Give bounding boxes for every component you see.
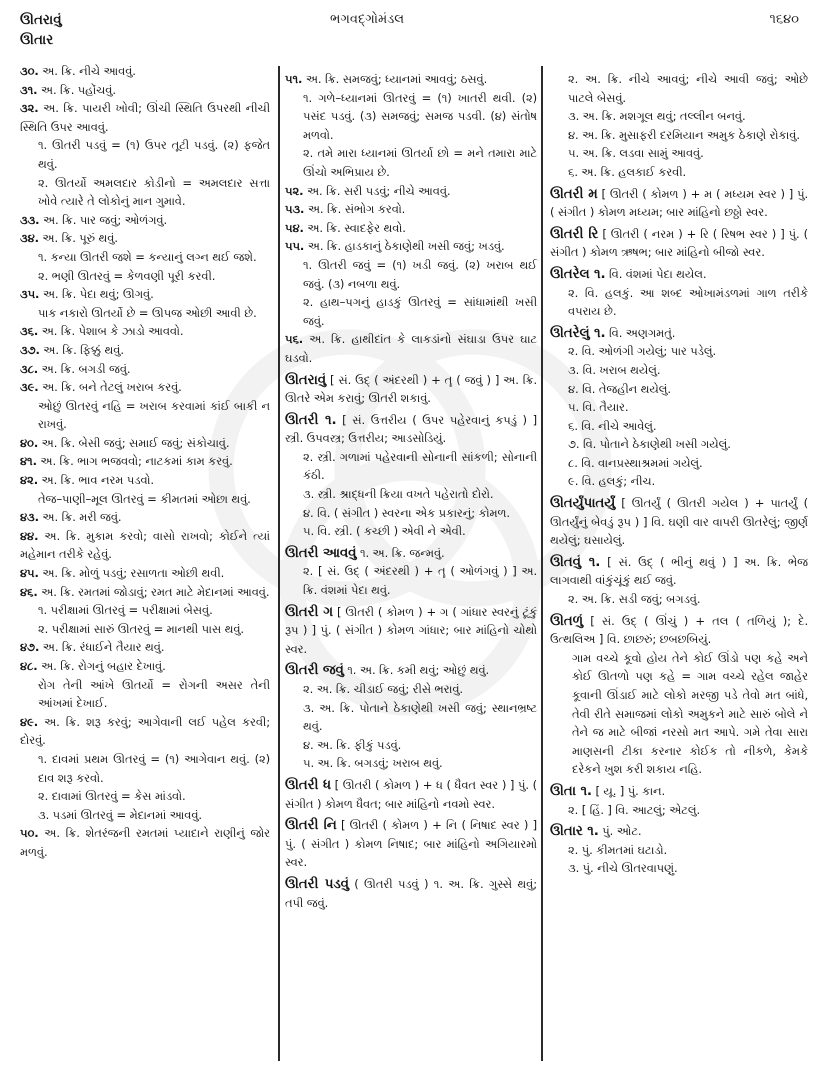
sense-definition: અ. ક્રિ. સંભોગ કરવો. (307, 202, 406, 217)
headword-entry (550, 782, 808, 801)
sense-definition: અ. ક્રિ. નીચે આવવું. (42, 64, 136, 78)
sub-sense: ૨. સ્ત્રી. ગળામાં પહેરવાની સોનાની સાંકળી; સોનાની કંઠી. (303, 449, 537, 483)
sense-definition: અ. ક્રિ. પેશાબ કે ઝાડો આવવો. (41, 324, 184, 339)
column-3 (550, 70, 808, 1079)
sense-definition: અ. ક્રિ. પાર જવું; ઓળંગવું. (42, 212, 168, 227)
sense-number: ૪૪. (20, 528, 39, 543)
sense-entry (20, 452, 270, 471)
sense-number: ૪૯. (20, 714, 39, 729)
sense-definition: અ. ક્રિ. મોળું પડવું; રસાળતા ઓછી થવી. (42, 566, 225, 581)
sense-definition: અ. ક્રિ. ભાગ ભજવવો; નાટકમાં કામ કરવું. (40, 454, 233, 469)
headword-definition: [ સં. ઉત્તરીય ( ઉપર પહેરવાનું કપડું ) ] સ્ત્રી. ઉપવસ્ત્ર; ઉત્તરીય; આડસોડિયું. (285, 412, 537, 446)
headword-definition: [ યૂ. ] પું. કાન. (595, 783, 666, 798)
headword-definition: પું. ઓટ. (602, 824, 642, 839)
headword: ઊતરી જવું (285, 662, 344, 679)
sense-entry (20, 583, 270, 602)
sense-definition: અ. ક્રિ. બને તેટલું ખરાબ કરવું. (42, 380, 182, 395)
sense-number: ૪૨. (20, 473, 38, 488)
sense-entry (20, 527, 270, 564)
sub-sense: ૨. પરીક્ષામાં સારું ઊતરવું = માનથી પાસ થવું. (38, 621, 244, 636)
headword-definition: [ સં. ઉદ્ ( ઊંચું ) + તલ ( તળિયું ); દે. ઉત્થલિઅ ] વિ. છાછરું; છબછબિયું. (550, 613, 808, 647)
sense-entry (285, 237, 537, 256)
sub-sense: ૮. વિ. વાનપ્રસ્થાશ્રમમાં ગયેલું. (568, 455, 703, 470)
headword-definition: [ ઊતર્યું ( ઊતરી ગયેલ ) + પાતર્યું ( ઊતર્યુંનું બેવડું રૂપ ) ] વિ. ઘણી વાર વાપરી ઊતરેલું; જીર્ણ થયેલું; ઘસાયેલું. (550, 496, 808, 548)
sub-sense: ૩. સ્ત્રી. શ્રાદ્ધની ક્રિયા વખતે પહેરાતો દોરો. (303, 487, 494, 502)
sub-sense: ૫. વિ. સ્ત્રી. ( કચ્છી ) એવી ને એવી. (303, 524, 466, 539)
sub-sense: ૩. અ. ક્રિ. મશગૂલ થવું; તલ્લીન બનવું. (568, 109, 746, 124)
sense-definition: અ. ક્રિ. ફિક્કું થવું. (43, 342, 124, 357)
sub-sense: ૧. ગળે–ધ્યાનમાં ઊતરવું = (૧) ખાતરી થવી. (૨) પસંદ પડવું. (૩) સમજવું; સમજ પડવી. (૪) સંતોષ મળવો. (303, 90, 537, 142)
sense-entry (20, 99, 270, 136)
headword-definition: [ સં. ઉદ્ ( ભીનું થવું ) ] અ. ક્રિ. ભેજ લાગવાથી વાંકુંચૂંકું થઈ જવું. (550, 554, 808, 588)
sense-entry (285, 330, 537, 367)
headword-entry (285, 776, 537, 813)
headword-entry (285, 411, 537, 448)
sub-sense: ઓછું ઊતરવું નહિ = ખરાબ કરવામાં કાંઈ બાકી ન રાખવું. (38, 398, 270, 432)
sense-number: ૩૭. (20, 342, 40, 357)
sense-entry (20, 378, 270, 397)
sub-sense: ૭. વિ. પોતાને ઠેકાણેથી ખસી ગયેલું. (568, 437, 731, 452)
sub-sense: ૬. અ. ક્રિ. હલકાઈ કરવી. (568, 164, 687, 179)
sub-sense: ૧. ઊતરી પડવું = (૧) ઉપર તૂટી પડવું. (૨) ફજેત થવું. (38, 138, 270, 171)
sense-entry (20, 62, 270, 81)
headword: ઊતરેલું ૧. (550, 324, 606, 341)
page-header (20, 10, 805, 56)
sub-sense: ૧. દાવમાં પ્રથમ ઊતરવું = (૧) આગેવાન થવું. (૨) દાવ શરૂ કરવો. (38, 751, 270, 785)
headword: ઊતા ૧. (550, 782, 592, 799)
headword: ઊતરી ગ (285, 603, 334, 620)
headword-entry (285, 661, 537, 680)
headword-definition: [ સં. ઉદ્ ( અંદરથી ) + તૄ ( જવું ) ] અ. ક્રિ. ઊતરે એમ કરાવું; ઊતરી શકાવું. (285, 372, 537, 406)
column-2 (285, 70, 537, 1079)
headword: ઊતરાવું (285, 371, 327, 388)
sense-entry (285, 200, 537, 219)
sense-entry (285, 182, 537, 201)
headword-entry (550, 225, 808, 262)
sense-number: ૪૦. (20, 435, 39, 450)
sense-entry (20, 81, 270, 100)
page-number: ૧૬૪૦ (769, 12, 799, 27)
sub-sense: ૨. હાથ–પગનું હાડકું ઊતરવું = સાંધામાંથી ખસી જવું. (303, 295, 537, 328)
sub-sense: ૨. અ. ક્રિ. ચીડાઈ જવું; રીસે ભરાવું. (303, 682, 463, 696)
sense-number: ૪૭. (20, 640, 40, 655)
guide-word-first: ઊતરાવું (20, 12, 62, 28)
headword-entry (285, 371, 537, 408)
headword: ઊતરી ધ (285, 776, 331, 793)
sense-entry (20, 285, 270, 304)
sense-entry (20, 471, 270, 490)
sense-number: ૫૫. (285, 239, 305, 254)
sub-sense: ૫. વિ. તૈયાર. (568, 400, 629, 415)
sense-entry (20, 638, 270, 657)
sense-entry (20, 713, 270, 750)
sense-definition: અ. ક્રિ. પૂરું થવું. (42, 231, 118, 246)
sense-definition: અ. ક્રિ. હાથીદાંત કે લાકડાંનો સંઘાડા ઉપર ઘાટ ઘડવો. (285, 332, 537, 365)
headword: ઊતરી પડવું (285, 875, 349, 892)
sense-definition: અ. ક્રિ. સ્વાદફેર થવો. (307, 220, 406, 235)
headword: ઊતરી નિ (285, 817, 337, 834)
sub-sense: ૨. પું. કીમતમાં ઘટાડો. (568, 842, 668, 857)
headword-definition: ૧. અ. ક્રિ. જન્મવું. (359, 545, 445, 560)
sense-definition: અ. ક્રિ. પહોંચવું. (40, 82, 116, 97)
sub-sense: ૪. વિ. ( સંગીત ) સ્વરના એક પ્રકારનું; કોમળ. (303, 505, 510, 520)
sense-definition: અ. ક્રિ. રોગનું બહાર દેખાવું. (41, 659, 166, 673)
sense-entry (285, 219, 537, 238)
sub-sense: ૩. વિ. ખરાબ થયેલું. (568, 362, 661, 377)
sense-entry (20, 564, 270, 583)
headword: ઊતરી ૧. (285, 411, 337, 428)
sub-sense: ૪. અ. ક્રિ. મુસાફરી દરમિયાન અમુક ઠેકાણે રોકાવું. (568, 127, 800, 142)
sub-sense: પાક નકારો ઊતર્યો છે = ઊપજ ઓછી આવી છે. (38, 305, 257, 320)
headword-entry (550, 822, 808, 841)
sense-number: ૪૬. (20, 584, 38, 599)
sub-sense: ૨. દાવામાં ઊતરવું = કેસ માંડવો. (38, 789, 186, 804)
sub-sense: તેજ–પાણી–મૂલ ઊતરવું = કીમતમાં ઓછા થવું. (38, 491, 251, 506)
sense-definition: અ. ક્રિ. હાડકાનું ઠેકાણેથી ખસી જવું; ખડવું. (307, 239, 505, 254)
sense-entry (285, 70, 537, 89)
headword-definition: [ ઊતરી ( નરમ ) + રિ ( રિષભ સ્વર ) ] પું. ( સંગીત ) કોમળ ઋષભ; બાર માંહિનો બીજો સ્વર. (550, 226, 808, 260)
sense-number: ૪૧. (20, 454, 37, 469)
column-1 (20, 62, 270, 1079)
sense-number: ૩૧. (20, 82, 38, 97)
headword-definition: [ ઊતરી ( કોમળ ) + નિ ( નિષાદ સ્વર ) ] પું. ( સંગીત ) કોમળ નિષાદ; બાર માંહિનો અગિયારમો સ્વર. (285, 818, 538, 870)
sense-definition: અ. ક્રિ. પાયરી ખોવી; ઊંચી સ્થિતિ ઉપરથી નીચી સ્થિતિ ઉપર આવવું. (20, 101, 271, 134)
sense-number: ૩૨. (20, 101, 39, 116)
sub-sense: ૬. વિ. નીચે આવેલું. (568, 418, 657, 433)
sense-number: ૩૯. (20, 380, 39, 395)
sense-definition: અ. ક્રિ. બેસી જવું; સમાઈ જવું; સંકોચાવું. (41, 435, 230, 450)
sub-sense: ૧. કન્યા ઊતરી જશે = કન્યાનું લગ્ન થઈ જશે. (38, 249, 257, 264)
sub-sense: ૧. ઊતરી જવું = (૧) ખડી જવું. (૨) ખરાબ થઈ જવું. (૩) નબળા થવું. (303, 257, 537, 291)
headword-entry (550, 612, 808, 649)
sub-sense: ૩. પડમાં ઊતરવું = મેદાનમાં આવવું. (38, 807, 202, 822)
headword: ઊતાર ૧. (550, 823, 599, 840)
sense-entry (20, 229, 270, 248)
sense-definition: અ. ક્રિ. રંધાઈને તૈયાર થવું. (42, 640, 165, 655)
sub-sense: ૨. ઊતર્યો અમલદાર કોડીનો = અમલદાર સત્તા ખોવે ત્યારે તે લોકોનું માન ગુમાવે. (38, 175, 270, 209)
sense-number: ૪૫. (20, 566, 39, 581)
dictionary-title: ભગવદ્ગોમંડલ (330, 12, 405, 27)
sub-sense: ૪. વિ. તેજહીન થયેલું. (568, 381, 671, 396)
headword-entry (550, 185, 808, 222)
sense-definition: અ. ક્રિ. મુકામ કરવો; વાસો રાખવો; કોઈને ત્યાં મહેમાન તરીકે રહેવું. (20, 528, 270, 562)
sense-number: ૪૩. (20, 510, 39, 525)
sense-number: ૩૩. (20, 212, 40, 227)
sense-definition: અ. ક્રિ. ભાવ નરમ પડવો. (41, 473, 154, 488)
headword: ઊતરી આવવું (285, 544, 357, 561)
headword-entry (550, 553, 808, 590)
sense-definition: અ. ક્રિ. બગડી જવું. (41, 361, 131, 376)
sense-number: ૫૩. (285, 202, 305, 217)
headword-entry (550, 494, 808, 550)
headword-definition: ૧. અ. ક્રિ. કમી થવું; ઓછું થવું. (347, 663, 490, 678)
headword-definition: [ ઊતરી ( કોમળ ) + મ ( મધ્યમ સ્વર ) ] પું. ( સંગીત ) કોમળ મધ્યમ; બાર માંહિનો છઠ્ઠો સ્વર. (550, 186, 808, 220)
headword-definition: [ ઊતરી ( કોમળ ) + ગ ( ગાંધાર સ્વરનું ટૂંકું રૂપ ) ] પું. ( સંગીત ) કોમળ ગાંધાર; બાર માંહિનો ચોથો સ્વર. (285, 604, 537, 656)
sense-number: ૫૧. (285, 72, 303, 86)
sense-definition: અ. ક્રિ. રમતમાં જોડાવું; રમત માટે મેદાનમાં આવવું. (41, 584, 270, 599)
sense-definition: અ. ક્રિ. સમજવું; ધ્યાનમાં આવવું; ઠસવું. (305, 72, 488, 86)
sense-number: ૪૮. (20, 659, 38, 673)
guide-word-last: ઊતાર (20, 32, 54, 48)
sense-definition: અ. ક્રિ. શરૂ કરવું; આગેવાની લઈ પહેલ કરવી; દોરવું. (20, 714, 270, 748)
sense-definition: અ. ક્રિ. પેદા થવું; ઊગવું. (42, 287, 154, 302)
sense-definition: અ. ક્રિ. સરી પડવું; નીચે આવવું. (306, 183, 451, 198)
headword-entry (550, 324, 808, 343)
sense-number: ૫૪. (285, 220, 304, 235)
sense-entry (20, 824, 270, 861)
proverb-explanation: ગામ વચ્ચે કૂવો હોય તેને કોઈ ઊંડો પણ કહે અને કોઈ ઊતળો પણ કહે = ગામ વચ્ચે રહેલ જાહેર કૂવાની ઊંડાઈ માટે લોકો મરજી પડે તેવો મત બાંધે, તેવી રીતે સમાજમાં લોકો અમુકને માટે સારું બોલે ને તેને જ માટે બીજાં નરસો મત આપે. ગમે તેવા સારા માણસની ટીકા કરનાર કોઈક તો નીકળે, કેમકે દરેકને ખુશ કરી શકાય નહિ. (572, 650, 808, 777)
sense-number: ૫૬. (285, 332, 304, 347)
sense-entry (20, 657, 270, 676)
headword-entry (285, 544, 537, 563)
sub-sense: ૨. ભણી ઊતરવું = કેળવણી પૂરી કરવી. (38, 268, 216, 283)
headword-definition: વિ. અણગમતું. (609, 325, 676, 340)
sense-number: ૫૦. (20, 826, 39, 841)
sub-sense: ૨. તમે મારા ધ્યાનમાં ઊતર્યા છો = મને તમારા માટે ઊંચો અભિપ્રાય છે. (303, 146, 537, 179)
sub-sense: ૨. [ સં. ઉદ્ ( અંદરથી ) + તૄ ( ઓળંગવું ) ] અ. ક્રિ. વંશમાં પેદા થવું. (303, 564, 537, 598)
headword-entry (285, 816, 537, 872)
sense-entry (20, 322, 270, 341)
headword-definition: [ ઊતરી ( કોમળ ) + ધ ( ધૈવત સ્વર ) ] પું. ( સંગીત ) કોમળ ધૈવત; બાર માંહિનો નવમો સ્વર. (285, 777, 537, 811)
sense-entry (20, 341, 270, 360)
sub-sense: ૨. વિ. ઓળંગી ગયેલું; પાર પડેલું. (568, 344, 717, 359)
sense-definition: અ. ક્રિ. શેતરંજની રમતમાં પ્યાદાને રાણીનું જોર મળવું. (20, 826, 270, 859)
sense-number: ૩૬. (20, 324, 39, 339)
sub-sense: ૫. અ. ક્રિ. બગડવું; ખરાબ થવું. (303, 756, 443, 771)
sense-number: ૩૦. (20, 64, 39, 78)
sense-number: ૩૪. (20, 231, 39, 246)
sub-sense: ૧. પરીક્ષામાં ઊતરવું = પરીક્ષામાં બેસવું. (38, 603, 213, 618)
sense-number: ૩૫. (20, 287, 40, 302)
sense-entry (20, 211, 270, 230)
sub-sense: ૨. વિ. હલકું. આ શબ્દ ઓખામંડળમાં ગાળ તરીકે વપરાય છે. (568, 285, 808, 319)
headword: ઊતરી મ (550, 185, 598, 202)
sub-sense: ૩. અ. ક્રિ. પોતાને ઠેકાણેથી ખસી જવું; સ્થાનભ્રષ્ટ થવું. (303, 700, 537, 734)
sub-sense: ૯. વિ. હલકું; નીચ. (568, 474, 656, 489)
sense-entry (20, 434, 270, 453)
headword: ઊતવું ૧. (550, 553, 601, 570)
sense-entry (20, 360, 270, 379)
sub-sense: ૪. અ. ક્રિ. ફીકું પડવું. (303, 737, 402, 752)
column-divider (541, 66, 543, 1061)
headword: ઊતરેલ ૧. (550, 265, 606, 282)
sense-number: ૫૨. (285, 183, 304, 198)
sub-sense: ૨. અ. ક્રિ. નીચે આવવું; નીચે આવી જવું; ઓછે પાટલે બેસવું. (568, 72, 808, 105)
headword-definition: વિ. વંશમાં પેદા થયેલ. (609, 266, 707, 281)
headword-entry (285, 875, 537, 912)
sub-sense: ૩. પું. નીચે ઊતરવાપણું. (568, 861, 678, 876)
sense-entry (20, 508, 270, 527)
headword: ઊતળું (550, 612, 583, 629)
sub-sense: રોગ તેની આંખે ઊતર્યો = રોગની અસર તેની આંખમાં દેખાઈ. (38, 677, 270, 711)
sense-definition: અ. ક્રિ. મરી જવું. (42, 510, 122, 525)
headword-entry (285, 603, 537, 659)
headword-entry (550, 265, 808, 284)
headword: ઊતર્યુંપાતર્યું (550, 495, 616, 512)
sub-sense: ૫. અ. ક્રિ. લડવા સામું આવવું. (568, 146, 704, 161)
sub-sense: ૨. અ. ક્રિ. સડી જવું; બગડવું. (568, 592, 701, 607)
column-divider (278, 66, 280, 1061)
sub-sense: ૨. [ હિં. ] વિ. આટલું; એટલું. (568, 802, 701, 817)
sense-number: ૩૮. (20, 361, 39, 376)
headword: ઊતરી રિ (550, 225, 599, 242)
headword-definition: ( ઊતરી પડવું ) ૧. અ. ક્રિ. ગુસ્સે થવું; તપી જવું. (285, 876, 537, 910)
